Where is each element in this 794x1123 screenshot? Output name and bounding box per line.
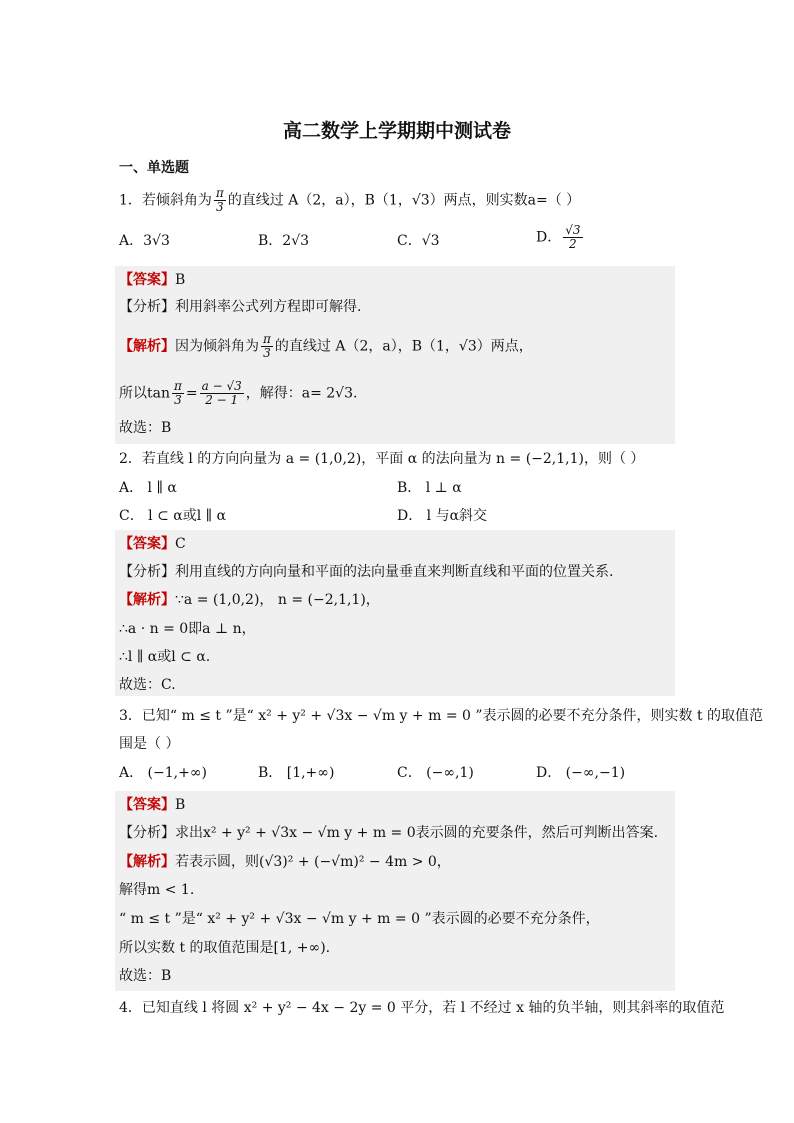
q3-solution-line3: “ m ≤ t ”是“ x² + y² + √3x − √m y + m = 0 ”表示圆的必要不充分条件， <box>119 911 600 927</box>
q1-option-b: B．2√3 <box>258 233 310 249</box>
q3-solution-line4: 所以实数 t 的取值范围是[1, +∞). <box>119 940 331 956</box>
q1-answer: 【答案】B <box>119 272 186 288</box>
q2-option-a: A． l ∥ α <box>119 480 177 496</box>
q3-option-c: C． (−∞,1) <box>397 765 474 781</box>
q1-solution: 【解析】因为倾斜角为 $\frac{\pi}{3}$ 的直线过 A（2，a），B（1，√3）两点， <box>119 332 533 360</box>
q1-option-a: A．3√3 <box>119 233 170 249</box>
q2-option-c: C． l ⊂ α或l ∥ α <box>119 508 227 524</box>
q1-option-c: C．√3 <box>397 233 440 249</box>
q3-stem-line2: 围是（ ） <box>119 736 180 752</box>
q2-answer: 【答案】C <box>119 536 186 552</box>
section-heading: 一、单选题 <box>119 160 189 176</box>
q2-solution: 【解析】∵a = (1,0,2)， n = (−2,1,1)， <box>119 592 380 608</box>
q3-solution: 【解析】若表示圆，则(√3)² + (−√m)² − 4m > 0， <box>119 854 451 870</box>
q1-option-d: D． $\frac{√3}{2}$ <box>536 223 581 251</box>
q1-conclusion: 故选：B <box>119 420 172 436</box>
q2-solution-line3: ∴l ∥ α或l ⊂ α. <box>119 649 211 665</box>
page-title: 高二数学上学期期中测试卷 <box>282 120 511 142</box>
q1-stem: 1．若倾斜角为 $\frac{\pi}{3}$ 的直线过 A（2，a），B（1，√3）两点，则实数a=（ ） <box>119 186 581 214</box>
q3-analysis: 【分析】求出x² + y² + √3x − √m y + m = 0表示圆的充要条件，然后可判断出答案. <box>119 825 659 841</box>
q1-analysis: 【分析】利用斜率公式列方程即可解得. <box>119 299 362 315</box>
q2-answer-box <box>115 530 675 696</box>
q1-solution-line2: 所以tan $\frac{\pi}{3}$ = $\frac{a - √3}{2 - 1}$ ，解得：a= 2√3. <box>119 379 358 407</box>
q3-option-b: B． [1,+∞) <box>258 765 335 781</box>
q2-stem: 2．若直线 l 的方向向量为 a = (1,0,2)，平面 α 的法向量为 n = (−2,1,1)，则（ ） <box>119 451 645 467</box>
q3-answer: 【答案】B <box>119 797 186 813</box>
q4-stem: 4．已知直线 l 将圆 x² + y² − 4x − 2y = 0 平分，若 l 不经过 x 轴的负半轴，则其斜率的取值范 <box>119 1000 725 1016</box>
q1-fraction: $\frac{\pi}{3}$ <box>215 186 224 214</box>
q3-conclusion: 故选：B <box>119 968 172 984</box>
q3-option-a: A． (−1,+∞) <box>119 765 207 781</box>
q3-solution-line2: 解得m < 1. <box>119 882 195 898</box>
q2-conclusion: 故选：C. <box>119 677 176 693</box>
q2-solution-line2: ∴a · n = 0即a ⊥ n， <box>119 621 256 637</box>
q3-option-d: D． (−∞,−1) <box>536 765 626 781</box>
q2-option-b: B． l ⊥ α <box>397 480 462 496</box>
q2-option-d: D． l 与α斜交 <box>397 508 488 524</box>
q3-stem: 3．已知“ m ≤ t ”是“ x² + y² + √3x − √m y + m = 0 ”表示圆的必要不充分条件，则实数 t 的取值范 <box>119 708 764 724</box>
q2-analysis: 【分析】利用直线的方向向量和平面的法向量垂直来判断直线和平面的位置关系. <box>119 564 614 580</box>
